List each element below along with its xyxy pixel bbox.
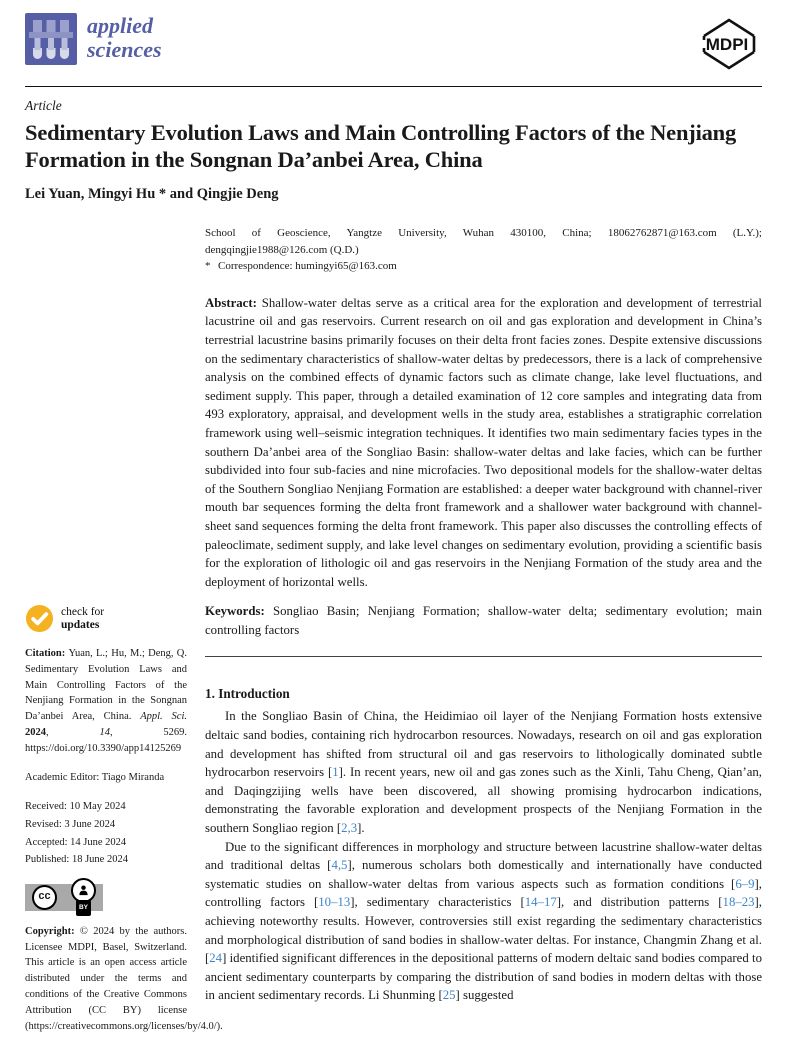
correspondence-text: Correspondence: humingyi65@163.com <box>218 260 397 273</box>
history-dates <box>25 798 187 868</box>
citation-ref[interactable]: 4,5 <box>331 858 348 873</box>
cc-by-license-badge[interactable] <box>25 884 103 911</box>
journal-name-line1: applied <box>87 13 153 38</box>
article-type-label: Article <box>25 98 62 113</box>
citation-ref[interactable]: 14–17 <box>524 895 557 910</box>
revised-date: Revised: 3 June 2024 <box>25 818 116 830</box>
cc-icon <box>32 885 57 910</box>
intro-paragraph-2: Due to the significant differences in morphology and structure between lacustrine shallow-water deltas and traditional deltas [4,5], numerous scholars both domestically and internationally have conducted systematic studies on shallow-water deltas from various aspects such as formation conditions [6–9], controlling factors [10–13], sedimentary characteristics [14–17], and distribution patterns [18–23], achieving noteworthy results. However, controversies still exist regarding the sedimentary characteristics and morphological distribution of sand bodies in shallow-water deltas. For instance, Changmin Zhang et al. [24] identified significant differences in the depositional patterns of modern deltaic sand bodies compared to ancient sedimentary counterparts by comparing the distribution of sand bodies in modern deltas with those in ancient sedimentary records. Li Shunming [25] suggested <box>205 839 763 1003</box>
citation-ref[interactable]: 18–23 <box>722 895 755 910</box>
cc-glyph: cc <box>38 890 51 903</box>
correspondence-asterisk: * <box>205 260 211 273</box>
page-title: Sedimentary Evolution Laws and Main Controlling Factors of the Nenjiang Formation in the Songnan Da’anbei Area, China <box>25 120 737 172</box>
section-heading-introduction: 1. Introduction <box>205 686 290 702</box>
abstract-paragraph: Abstract: Shallow-water deltas serve as a critical area for the exploration and development of terrestrial lacustrine oil and gas reservoirs. Current research on oil and gas exploration and development in China’s terrestrial lacustrine basins primarily focuses on their delta front facies zones. Despite extensive discussions on the sedimentary characteristics of shallow-water deltas by predecessors, there is a lack of comprehensive analysis on the combined effects of dynamic factors such as climate change, lake level fluctuations, and sediment supply. This paper, through a detailed examination of 12 core samples and integrating data from 493 exploratory, appraisal, and development wells in the study area, establishes a stratigraphic correlation framework using well–seismic integration techniques. It identifies two main sedimentary facies types in the southern Da’anbei area of the Songliao Basin: shallow-water deltas and lake facies, which can be further subdivided into four sub-facies and nine microfacies. Two depositional models for the shallow-water deltas of the Southern Songliao Nenjiang Formation are established: a deeper water background with channel-river mouth bar sequences forming the delta front framework and a shallower water background with channel-sheet sand sequences forming the delta front framework. This paper also discusses the controlling effects of paleoclimate, sediment supply, and lake level changes on sedimentary evolution, providing a scientific basis for the exploration of lithologic oil and gas reservoirs in the Nenjiang Formation of the study area and the deployment of horizontal wells. <box>205 295 762 589</box>
citation-ref[interactable]: 2,3 <box>341 821 358 836</box>
affiliation-line: School of Geoscience, Yangtze University, Wuhan 430100, China; 18062762871@163.com (L.Y.); dengqingjie1988@126.com (Q.D.) <box>205 227 762 256</box>
check-label-line2: updates <box>61 618 100 631</box>
citation-ref[interactable]: 6–9 <box>735 876 755 891</box>
mdpi-logo[interactable] <box>696 15 762 78</box>
left-sidebar <box>25 206 223 1034</box>
copyright-block: Copyright: © 2024 by the authors. Licensee MDPI, Basel, Switzerland. This article is an open access article distributed under the terms and conditions of the Creative Commons Attribution (CC BY) license (https://creativecommons.org/licenses/by/4.0/). <box>25 925 223 1032</box>
header-divider <box>25 86 762 87</box>
applied-sciences-logo <box>25 13 162 65</box>
main-column <box>205 206 762 1034</box>
check-for-updates-button[interactable] <box>25 604 187 633</box>
journal-header <box>25 13 762 76</box>
check-label-line1: check for <box>61 606 105 618</box>
by-icon <box>71 878 96 916</box>
citation-ref[interactable]: 10–13 <box>318 895 351 910</box>
svg-text:MDPI: MDPI <box>705 35 749 54</box>
received-date: Received: 10 May 2024 <box>25 801 126 813</box>
mdpi-hexagon-icon <box>696 15 762 73</box>
keywords-paragraph: Keywords: Songliao Basin; Nenjiang Formation; shallow-water delta; sedimentary evolution; main controlling factors <box>205 604 762 637</box>
citation-block: Citation: Yuan, L.; Hu, M.; Deng, Q. Sedimentary Evolution Laws and Main Controlling Factors of the Nenjiang Formation in the Songnan Da’anbei Area, China. Appl. Sci. 2024, 14, 5269. https://doi.org/10.3390/app14125269 <box>25 648 187 754</box>
citation-ref[interactable]: 1 <box>332 765 339 780</box>
citation-ref[interactable]: 24 <box>209 951 223 966</box>
accepted-date: Accepted: 14 June 2024 <box>25 836 127 848</box>
academic-editor-line: Academic Editor: Tiago Miranda <box>25 771 165 783</box>
journal-name-line2: sciences <box>87 37 162 62</box>
keywords-divider <box>205 656 762 657</box>
intro-paragraph-1: In the Songliao Basin of China, the Heidimiao oil layer of the Nenjiang Formation hosts extensive deltaic sand bodies, containing rich hydrocarbon resources. Nowadays, research on oil and gas exploration and development has shifted from structural oil and gas reservoirs to lithologically dominated subtle hydrocarbon reservoirs [1]. In recent years, new oil and gas zones such as the Xinli, Tahu Cheng, Qian’an, and Daqingzijing wells have been discovered, all showing promising hydrocarbon indications, demonstrating the favorable exploration and development prospects of the Nenjiang Formation in the southern Songliao region [2,3]. <box>205 709 762 836</box>
citation-ref[interactable]: 25 <box>442 988 456 1003</box>
test-tubes-icon <box>25 13 77 65</box>
affiliation-block <box>205 225 762 275</box>
journal-name <box>87 14 162 62</box>
published-date: Published: 18 June 2024 <box>25 854 128 866</box>
authors-line: Lei Yuan, Mingyi Hu * and Qingjie Deng <box>25 186 279 202</box>
check-for-updates-label <box>61 606 104 631</box>
correspondence-line <box>205 258 762 275</box>
by-label: BY <box>76 900 91 916</box>
check-icon <box>25 604 54 633</box>
paper-page <box>25 0 762 1034</box>
content-columns <box>25 206 762 1034</box>
